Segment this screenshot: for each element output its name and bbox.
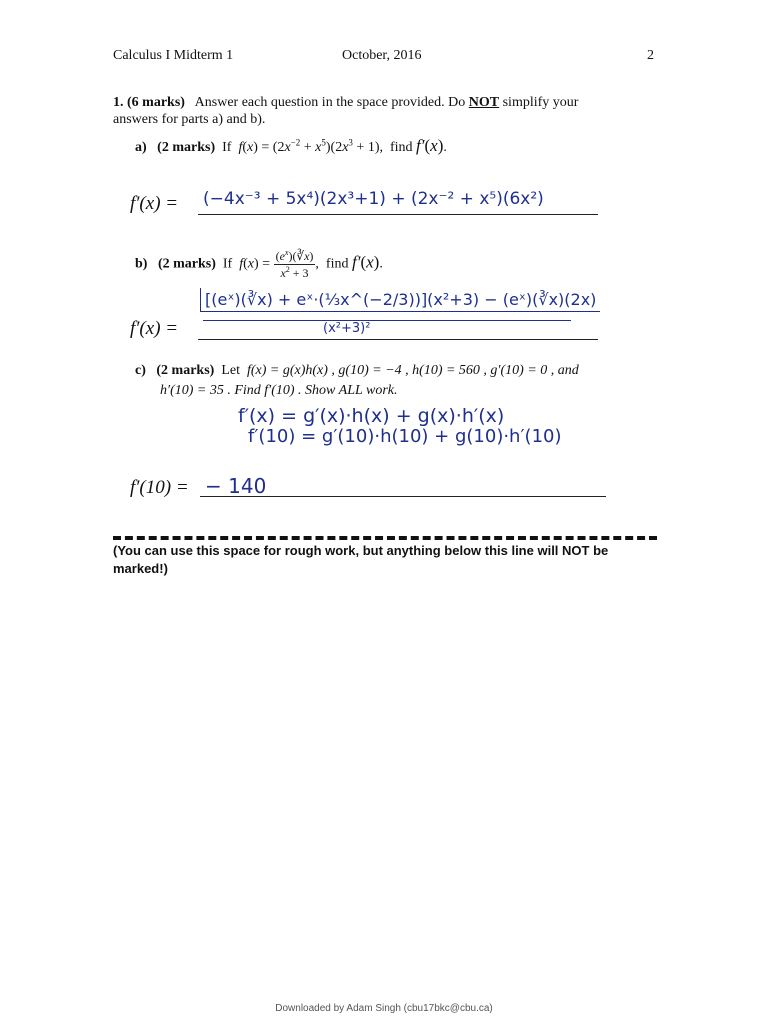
- part-b-fraction: $\frac{(e^x)(∛x)}{x^2 + 3}$: [275, 248, 314, 280]
- part-a-marks: (2 marks): [157, 140, 216, 155]
- course-title: Calculus I Midterm 1: [113, 48, 234, 63]
- exam-date: October, 2016: [342, 48, 422, 63]
- part-b-marks: (2 marks): [157, 256, 216, 272]
- part-b-find: find: [325, 256, 349, 272]
- answer-c-label: f′(10) =: [130, 477, 189, 498]
- question-marks: (6 marks): [127, 95, 185, 110]
- instruction-text-2: simplify your: [502, 95, 579, 110]
- instruction-text-3: answers for parts a) and b).: [113, 112, 266, 127]
- part-b-if: If: [222, 256, 233, 272]
- rough-work-divider: [113, 536, 657, 540]
- part-b-label: b): [135, 256, 148, 272]
- page-number: 2: [647, 48, 654, 63]
- answer-b-denominator: (x²+3)²: [323, 321, 371, 336]
- part-c-label: c): [135, 363, 146, 378]
- part-a-find: find: [389, 140, 413, 155]
- rough-work-note: (You can use this space for rough work, but anything below this line will NOT be marked!): [113, 543, 609, 576]
- instruction-text: Answer each question in the space provided. Do: [194, 95, 466, 110]
- answer-b-line: [198, 339, 598, 340]
- answer-c-handwriting: − 140: [205, 474, 267, 498]
- question-number: 1.: [113, 95, 124, 110]
- part-a-label: a): [135, 140, 147, 155]
- part-a-question: a) (2 marks) If $f(x) = (2x^{-2} + x^5)(2x^3 + 1)$, find f′(x).: [135, 136, 447, 155]
- answer-b-label: f′(x) =: [130, 318, 179, 339]
- download-footer: Downloaded by Adam Singh (cbu17bkc@cbu.ca): [275, 1003, 493, 1014]
- part-a-function: f: [238, 140, 243, 155]
- answer-a-line: [198, 214, 598, 215]
- answer-a-label: f′(x) =: [130, 193, 179, 214]
- part-c-given-2: h′(10) = 35 . Find f′(10) . Show ALL work.: [160, 383, 398, 398]
- instruction-not: NOT: [468, 95, 500, 110]
- part-c-marks: (2 marks): [156, 363, 215, 378]
- question-intro-line1: [113, 95, 578, 111]
- part-b-question: b) (2 marks) If f(x) = $\frac{(e^x)(∛x)}{x^2 + 3}$ , find f′(x).: [135, 248, 383, 280]
- part-a-if: If: [222, 140, 232, 155]
- answer-b-numerator: [(eˣ)(∛x) + eˣ·(⅓x^(−2/3))](x²+3) − (eˣ)(∛x)(2x): [200, 288, 600, 312]
- part-c-question: [135, 363, 579, 379]
- answer-b-fraction-bar: [203, 320, 571, 321]
- part-c-let: Let: [221, 363, 240, 378]
- part-c-given: f(x) = g(x)h(x) , g(10) = −4 , h(10) = 560 , g′(10) = 0 , and: [246, 363, 579, 378]
- answer-a-handwriting: (−4x⁻³ + 5x⁴)(2x³+1) + (2x⁻² + x⁵)(6x²): [203, 189, 544, 209]
- part-c-work-line1: f′(x) = g′(x)·h(x) + g(x)·h′(x): [238, 405, 505, 427]
- part-c-work-line2: f′(10) = g′(10)·h(10) + g(10)·h′(10): [248, 426, 562, 447]
